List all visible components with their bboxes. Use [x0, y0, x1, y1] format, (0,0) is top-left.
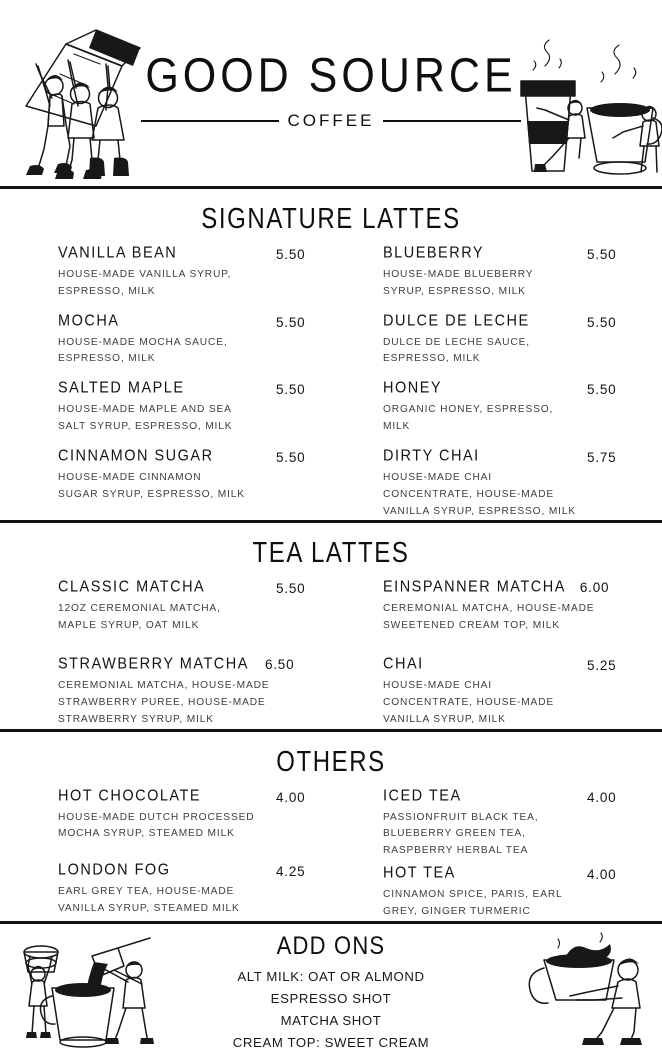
- item-price: 4.00: [587, 789, 617, 805]
- item-name: CLASSIC MATCHA: [58, 578, 206, 597]
- addons-line: ALT MILK: OAT OR ALMOND: [237, 968, 425, 984]
- item-description-line: CINNAMON SPICE, PARIS, EARL: [383, 889, 563, 901]
- tea-lattes-columns: [0, 580, 662, 728]
- item-description-line: SUGAR SYRUP, ESPRESSO, MILK: [58, 488, 245, 500]
- item-name: DIRTY CHAI: [383, 447, 480, 465]
- item-name: EINSPANNER MATCHA: [383, 578, 566, 597]
- item-price: 5.50: [587, 382, 617, 398]
- signature-lattes-left-column: [58, 246, 349, 520]
- item-description-line: MILK: [383, 421, 411, 433]
- menu-item[interactable]: [58, 863, 339, 918]
- item-description-line: HOUSE-MADE MOCHA SAUCE,: [58, 336, 228, 348]
- menu-item[interactable]: [58, 449, 339, 504]
- item-price: 6.00: [579, 580, 610, 596]
- logo-rule-right: [383, 120, 521, 123]
- item-description-line: HOUSE-MADE DUTCH PROCESSED: [58, 811, 255, 823]
- menu-item[interactable]: [383, 866, 630, 921]
- item-description-line: EARL GREY TEA, HOUSE-MADE: [58, 886, 235, 898]
- section-others: [0, 732, 662, 921]
- item-description: [58, 470, 339, 504]
- item-name: BLUEBERRY: [383, 244, 485, 262]
- item-description-line: GREY, GINGER TURMERIC: [383, 905, 531, 917]
- item-description-line: STRAWBERRY SYRUP, MILK: [58, 713, 214, 725]
- item-description-line: BLUEBERRY GREEN TEA,: [383, 828, 526, 840]
- item-description-line: HOUSE-MADE VANILLA SYRUP,: [58, 269, 232, 280]
- section-title-others: OTHERS: [276, 745, 386, 778]
- item-description-line: RASPBERRY HERBAL TEA: [383, 845, 529, 857]
- section-title-tea-lattes: TEA LATTES: [252, 537, 410, 570]
- item-description: [383, 810, 630, 860]
- menu-item[interactable]: [383, 246, 630, 301]
- tea-lattes-right-column: [349, 580, 640, 728]
- item-description: [383, 402, 630, 436]
- item-description: [58, 601, 339, 635]
- others-right-column: [349, 786, 640, 921]
- people-pouring-coffee-into-giant-cup-icon: [2, 930, 182, 1048]
- item-description-line: DULCE DE LECHE SAUCE,: [383, 336, 530, 348]
- item-price: 5.50: [276, 314, 306, 330]
- item-description-line: STRAWBERRY PUREE, HOUSE-MADE: [58, 696, 266, 708]
- item-price: 4.25: [276, 864, 306, 880]
- others-columns: [0, 786, 662, 921]
- item-description-line: CEREMONIAL MATCHA, HOUSE-MADE: [58, 680, 270, 692]
- item-name: HONEY: [383, 379, 443, 398]
- item-name: MOCHA: [58, 312, 120, 330]
- item-description-line: HOUSE-MADE CHAI: [383, 471, 492, 483]
- item-description-line: VANILLA SYRUP, MILK: [383, 713, 506, 725]
- item-description-line: SALT SYRUP, ESPRESSO, MILK: [58, 421, 233, 433]
- item-name: CINNAMON SUGAR: [58, 447, 214, 465]
- menu-item[interactable]: [383, 314, 630, 369]
- item-description: [58, 810, 339, 844]
- item-description-line: VANILLA SYRUP, STEAMED MILK: [58, 903, 240, 915]
- item-description: [58, 678, 339, 728]
- menu-item[interactable]: [58, 381, 339, 436]
- menu-item[interactable]: [58, 246, 339, 301]
- addons-line: ESPRESSO SHOT: [270, 990, 392, 1006]
- item-description-line: ESPRESSO, MILK: [58, 353, 156, 365]
- item-price: 5.50: [276, 581, 306, 597]
- addons-block: [181, 930, 481, 1054]
- others-left-column: [58, 786, 349, 921]
- item-description-line: 12OZ CEREMONIAL MATCHA,: [58, 603, 221, 615]
- menu-item[interactable]: [58, 786, 339, 844]
- people-with-togo-cup-and-mug-icon: [507, 26, 662, 181]
- item-description-line: HOUSE-MADE BLUEBERRY: [383, 269, 534, 280]
- section-tea-lattes: [0, 523, 662, 728]
- addons-title: ADD ONS: [276, 930, 386, 960]
- item-description-line: CEREMONIAL MATCHA, HOUSE-MADE: [383, 603, 595, 615]
- item-description: [58, 267, 339, 301]
- item-name: STRAWBERRY MATCHA: [58, 655, 249, 674]
- item-price: 5.50: [587, 314, 617, 330]
- section-signature-lattes: [0, 189, 662, 520]
- logo-rule-left: [141, 120, 279, 123]
- item-description-line: CONCENTRATE, HOUSE-MADE: [383, 696, 555, 708]
- menu-item[interactable]: [58, 580, 339, 635]
- item-name: VANILLA BEAN: [58, 244, 178, 262]
- signature-lattes-right-column: [349, 246, 640, 520]
- menu-footer: [0, 924, 662, 1054]
- item-price: 4.00: [587, 867, 617, 883]
- item-name: DULCE DE LECHE: [383, 312, 530, 330]
- item-description-line: PASSIONFRUIT BLACK TEA,: [383, 811, 539, 823]
- menu-item[interactable]: [383, 657, 630, 728]
- brand-subtitle-row: [141, 111, 521, 131]
- brand-title: GOOD SOURCE: [145, 49, 517, 103]
- item-name: CHAI: [383, 655, 424, 674]
- item-description-line: MAPLE SYRUP, OAT MILK: [58, 620, 200, 632]
- brand-logo: [141, 49, 521, 131]
- item-description: [383, 335, 630, 369]
- item-description: [58, 884, 339, 918]
- person-carrying-giant-coffee-mug-icon: [506, 928, 656, 1048]
- tea-lattes-left-column: [58, 580, 349, 728]
- item-description-line: ESPRESSO, MILK: [58, 285, 156, 297]
- item-description: [383, 601, 630, 635]
- menu-item[interactable]: [383, 381, 630, 436]
- menu-item[interactable]: [383, 449, 630, 520]
- item-name: SALTED MAPLE: [58, 379, 185, 398]
- addons-line: CREAM TOP: SWEET CREAM: [232, 1035, 430, 1051]
- item-description: [383, 678, 630, 728]
- item-price: 5.25: [587, 658, 617, 674]
- menu-item[interactable]: [58, 657, 339, 728]
- item-description-line: CONCENTRATE, HOUSE-MADE: [383, 488, 555, 500]
- item-name: HOT TEA: [383, 864, 456, 883]
- item-description-line: ORGANIC HONEY, ESPRESSO,: [383, 404, 554, 416]
- item-description-line: HOUSE-MADE CHAI: [383, 680, 492, 692]
- item-description: [383, 887, 630, 921]
- menu-item[interactable]: [383, 786, 630, 860]
- addons-line: MATCHA SHOT: [280, 1013, 382, 1029]
- item-name: HOT CHOCOLATE: [58, 786, 202, 805]
- item-price: 5.50: [587, 247, 617, 262]
- item-description-line: HOUSE-MADE CINNAMON: [58, 471, 202, 483]
- menu-header: [0, 0, 662, 186]
- menu-item[interactable]: [58, 314, 339, 369]
- item-description-line: MOCHA SYRUP, STEAMED MILK: [58, 828, 235, 840]
- item-description-line: SWEETENED CREAM TOP, MILK: [383, 620, 560, 632]
- item-description-line: SYRUP, ESPRESSO, MILK: [383, 285, 526, 297]
- item-description-line: ESPRESSO, MILK: [383, 353, 481, 365]
- item-description: [383, 267, 630, 301]
- section-title-signature-lattes: SIGNATURE LATTES: [201, 203, 461, 235]
- item-price: 5.50: [276, 247, 306, 262]
- people-carrying-coffee-cup-icon: [4, 14, 144, 179]
- item-description: [58, 402, 339, 436]
- item-price: 5.75: [587, 449, 617, 465]
- item-price: 5.50: [276, 449, 306, 465]
- item-description: [383, 470, 630, 520]
- menu-item[interactable]: [383, 580, 630, 635]
- signature-lattes-columns: [0, 246, 662, 520]
- item-description-line: VANILLA SYRUP, ESPRESSO, MILK: [383, 505, 576, 517]
- item-description-line: HOUSE-MADE MAPLE AND SEA: [58, 404, 232, 416]
- item-name: LONDON FOG: [58, 861, 171, 880]
- item-name: ICED TEA: [383, 786, 462, 805]
- item-description: [58, 335, 339, 369]
- brand-subtitle: COFFEE: [287, 111, 375, 130]
- item-price: 5.50: [276, 382, 306, 398]
- item-price: 4.00: [276, 789, 306, 805]
- item-price: 6.50: [264, 657, 295, 673]
